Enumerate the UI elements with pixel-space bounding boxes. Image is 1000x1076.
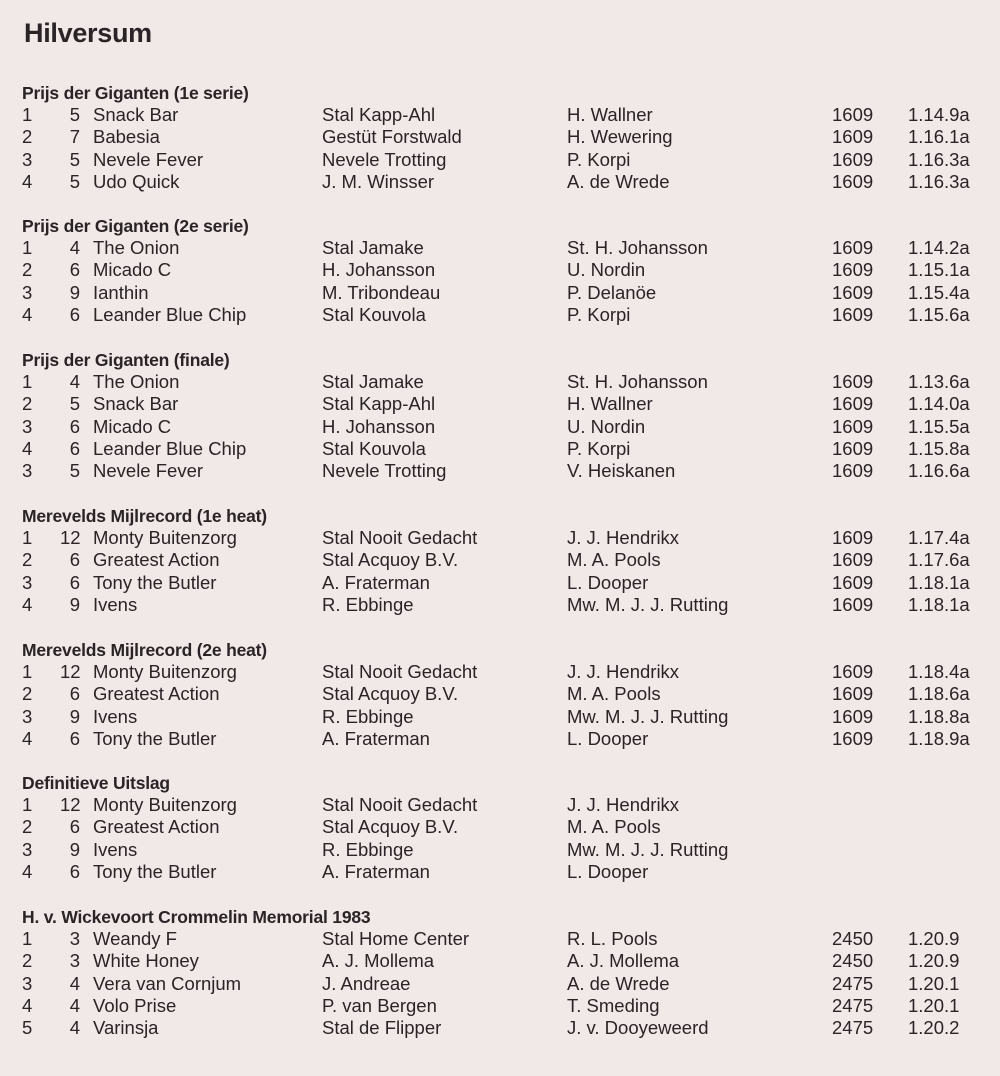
- cell-time: 1.18.4a: [908, 661, 970, 682]
- cell-time: 1.20.9: [908, 950, 960, 972]
- cell-pos: 3: [22, 148, 33, 170]
- cell-pos: 4: [22, 303, 33, 325]
- result-row: [0, 973, 1000, 995]
- cell-pos: 1: [22, 661, 33, 682]
- race-section: [0, 640, 1000, 754]
- cell-dist: 1609: [832, 549, 874, 571]
- cell-owner: P. van Bergen: [322, 994, 437, 1016]
- cell-pos: 4: [22, 593, 33, 615]
- result-row: [0, 460, 1000, 482]
- race-title: Prijs der Giganten (2e serie): [22, 216, 249, 236]
- cell-pos: 3: [22, 838, 33, 860]
- cell-num: 12: [60, 794, 81, 815]
- cell-owner: J. M. Winsser: [322, 170, 435, 192]
- race-title: H. v. Wickevoort Crommelin Memorial 1983: [22, 907, 371, 927]
- cell-pos: 2: [22, 816, 33, 838]
- cell-dist: 1609: [832, 460, 874, 482]
- cell-dist: 1609: [832, 593, 874, 615]
- cell-num: 6: [69, 415, 80, 437]
- cell-driver: A. de Wrede: [567, 170, 670, 192]
- cell-driver: J. J. Hendrikx: [567, 794, 680, 815]
- cell-pos: 2: [22, 126, 33, 148]
- cell-num: 5: [69, 170, 80, 192]
- cell-time: 1.16.3a: [908, 170, 970, 192]
- cell-num: 3: [69, 928, 80, 949]
- race-title: Definitieve Uitslag: [22, 773, 170, 793]
- cell-time: 1.15.8a: [908, 437, 970, 459]
- cell-owner: Stal Jamake: [322, 237, 424, 258]
- cell-owner: Stal Kouvola: [322, 303, 426, 325]
- result-row: [0, 371, 1000, 393]
- cell-owner: A. Fraterman: [322, 571, 430, 593]
- cell-pos: 3: [22, 460, 33, 482]
- result-row: [0, 728, 1000, 750]
- cell-dist: 1609: [832, 527, 874, 548]
- cell-num: 5: [69, 393, 80, 415]
- result-row: [0, 950, 1000, 972]
- cell-owner: Stal Acquoy B.V.: [322, 816, 459, 838]
- cell-pos: 2: [22, 393, 33, 415]
- cell-driver: H. Wewering: [567, 126, 673, 148]
- cell-driver: M. A. Pools: [567, 549, 661, 571]
- cell-num: 12: [60, 661, 81, 682]
- cell-owner: R. Ebbinge: [322, 705, 414, 727]
- cell-pos: 1: [22, 928, 33, 949]
- cell-dist: 1609: [832, 571, 874, 593]
- cell-num: 4: [69, 371, 80, 392]
- page-title: Hilversum: [24, 18, 152, 48]
- cell-horse: Weandy F: [93, 928, 177, 949]
- cell-owner: Nevele Trotting: [322, 460, 447, 482]
- cell-horse: Ianthin: [93, 281, 149, 303]
- cell-num: 6: [69, 259, 80, 281]
- cell-pos: 1: [22, 104, 33, 125]
- cell-dist: 1609: [832, 437, 874, 459]
- cell-pos: 2: [22, 259, 33, 281]
- cell-dist: 1609: [832, 415, 874, 437]
- cell-owner: Stal Acquoy B.V.: [322, 549, 459, 571]
- cell-num: 12: [60, 527, 81, 548]
- cell-driver: U. Nordin: [567, 259, 646, 281]
- cell-num: 6: [69, 727, 80, 749]
- cell-time: 1.20.9: [908, 928, 960, 949]
- cell-num: 9: [69, 705, 80, 727]
- cell-horse: Micado C: [93, 415, 172, 437]
- cell-dist: 1609: [832, 705, 874, 727]
- cell-num: 5: [69, 460, 80, 482]
- result-row: [0, 683, 1000, 705]
- cell-dist: 1609: [832, 281, 874, 303]
- cell-owner: H. Johansson: [322, 259, 436, 281]
- cell-driver: St. H. Johansson: [567, 371, 708, 392]
- cell-pos: 4: [22, 437, 33, 459]
- cell-horse: Snack Bar: [93, 393, 179, 415]
- result-row: [0, 549, 1000, 571]
- cell-driver: L. Dooper: [567, 860, 649, 882]
- cell-pos: 2: [22, 950, 33, 972]
- cell-driver: J. J. Hendrikx: [567, 661, 680, 682]
- result-row: [0, 706, 1000, 728]
- cell-dist: 1609: [832, 104, 874, 125]
- cell-time: 1.20.2: [908, 1017, 960, 1039]
- cell-driver: H. Wallner: [567, 104, 653, 125]
- cell-pos: 3: [22, 571, 33, 593]
- cell-owner: R. Ebbinge: [322, 838, 414, 860]
- cell-horse: Tony the Butler: [93, 860, 217, 882]
- cell-driver: T. Smeding: [567, 994, 660, 1016]
- cell-num: 6: [69, 683, 80, 705]
- cell-horse: Tony the Butler: [93, 571, 217, 593]
- result-row: [0, 861, 1000, 883]
- cell-horse: Greatest Action: [93, 816, 220, 838]
- cell-driver: R. L. Pools: [567, 928, 658, 949]
- cell-time: 1.16.3a: [908, 148, 970, 170]
- cell-dist: 1609: [832, 170, 874, 192]
- cell-num: 9: [69, 593, 80, 615]
- cell-dist: 1609: [832, 661, 874, 682]
- race-title: Prijs der Giganten (1e serie): [22, 83, 249, 103]
- cell-owner: Stal Nooit Gedacht: [322, 527, 478, 548]
- result-row: [0, 438, 1000, 460]
- cell-time: 1.13.6a: [908, 371, 970, 392]
- result-row: [0, 304, 1000, 326]
- cell-time: 1.18.9a: [908, 727, 970, 749]
- cell-num: 6: [69, 549, 80, 571]
- cell-owner: Stal Acquoy B.V.: [322, 683, 459, 705]
- cell-horse: Volo Prise: [93, 994, 177, 1016]
- result-row: [0, 237, 1000, 259]
- cell-driver: V. Heiskanen: [567, 460, 676, 482]
- cell-owner: Stal Jamake: [322, 371, 424, 392]
- cell-horse: The Onion: [93, 237, 180, 258]
- cell-owner: A. Fraterman: [322, 860, 430, 882]
- race-section: [0, 773, 1000, 887]
- cell-time: 1.15.4a: [908, 281, 970, 303]
- result-row: [0, 259, 1000, 281]
- cell-driver: J. v. Dooyeweerd: [567, 1017, 709, 1039]
- cell-owner: A. Fraterman: [322, 727, 430, 749]
- result-row: [0, 816, 1000, 838]
- cell-time: 1.18.8a: [908, 705, 970, 727]
- cell-dist: 1609: [832, 259, 874, 281]
- cell-pos: 3: [22, 972, 33, 994]
- cell-driver: Mw. M. J. J. Rutting: [567, 705, 729, 727]
- cell-pos: 1: [22, 237, 33, 258]
- cell-dist: 1609: [832, 237, 874, 258]
- result-row: [0, 995, 1000, 1017]
- result-row: [0, 527, 1000, 549]
- cell-pos: 1: [22, 794, 33, 815]
- cell-num: 5: [69, 104, 80, 125]
- result-row: [0, 416, 1000, 438]
- result-row: [0, 126, 1000, 148]
- cell-owner: Stal Kouvola: [322, 437, 426, 459]
- cell-dist: 2475: [832, 1017, 874, 1039]
- cell-horse: Monty Buitenzorg: [93, 527, 237, 548]
- cell-horse: The Onion: [93, 371, 180, 392]
- cell-owner: Stal Home Center: [322, 928, 470, 949]
- cell-horse: Varinsja: [93, 1017, 159, 1039]
- cell-time: 1.20.1: [908, 972, 960, 994]
- cell-owner: R. Ebbinge: [322, 593, 414, 615]
- result-row: [0, 171, 1000, 193]
- cell-time: 1.15.1a: [908, 259, 970, 281]
- cell-time: 1.14.9a: [908, 104, 970, 125]
- cell-time: 1.14.2a: [908, 237, 970, 258]
- cell-owner: Stal Kapp-Ahl: [322, 104, 436, 125]
- cell-time: 1.14.0a: [908, 393, 970, 415]
- cell-dist: 1609: [832, 683, 874, 705]
- race-section: [0, 216, 1000, 330]
- cell-horse: Leander Blue Chip: [93, 437, 247, 459]
- cell-horse: Nevele Fever: [93, 148, 204, 170]
- cell-owner: Stal Nooit Gedacht: [322, 661, 478, 682]
- race-section: [0, 83, 1000, 197]
- cell-driver: H. Wallner: [567, 393, 653, 415]
- cell-owner: M. Tribondeau: [322, 281, 441, 303]
- cell-time: 1.18.6a: [908, 683, 970, 705]
- cell-driver: J. J. Hendrikx: [567, 527, 680, 548]
- cell-owner: H. Johansson: [322, 415, 436, 437]
- cell-horse: Monty Buitenzorg: [93, 794, 237, 815]
- race-section: [0, 350, 1000, 487]
- cell-driver: U. Nordin: [567, 415, 646, 437]
- cell-dist: 1609: [832, 371, 874, 392]
- cell-num: 4: [69, 1017, 80, 1039]
- cell-time: 1.16.1a: [908, 126, 970, 148]
- cell-driver: P. Korpi: [567, 303, 631, 325]
- race-section: [0, 506, 1000, 620]
- cell-num: 6: [69, 816, 80, 838]
- cell-dist: 1609: [832, 126, 874, 148]
- cell-horse: Babesia: [93, 126, 160, 148]
- cell-pos: 4: [22, 170, 33, 192]
- cell-pos: 5: [22, 1017, 33, 1039]
- race-title: Prijs der Giganten (finale): [22, 350, 230, 370]
- cell-pos: 3: [22, 281, 33, 303]
- cell-driver: P. Korpi: [567, 437, 631, 459]
- cell-num: 4: [69, 972, 80, 994]
- cell-num: 6: [69, 860, 80, 882]
- cell-owner: J. Andreae: [322, 972, 411, 994]
- cell-num: 9: [69, 281, 80, 303]
- result-row: [0, 393, 1000, 415]
- cell-time: 1.15.5a: [908, 415, 970, 437]
- cell-pos: 1: [22, 371, 33, 392]
- cell-driver: L. Dooper: [567, 571, 649, 593]
- cell-horse: Ivens: [93, 705, 138, 727]
- cell-pos: 3: [22, 415, 33, 437]
- result-row: [0, 839, 1000, 861]
- cell-horse: Tony the Butler: [93, 727, 217, 749]
- cell-owner: A. J. Mollema: [322, 950, 435, 972]
- cell-pos: 4: [22, 860, 33, 882]
- result-row: [0, 149, 1000, 171]
- cell-horse: Nevele Fever: [93, 460, 204, 482]
- cell-driver: P. Delanöe: [567, 281, 657, 303]
- cell-time: 1.18.1a: [908, 593, 970, 615]
- cell-pos: 4: [22, 727, 33, 749]
- cell-horse: Greatest Action: [93, 683, 220, 705]
- cell-num: 6: [69, 303, 80, 325]
- cell-dist: 1609: [832, 393, 874, 415]
- cell-dist: 1609: [832, 148, 874, 170]
- cell-num: 5: [69, 148, 80, 170]
- cell-time: 1.18.1a: [908, 571, 970, 593]
- cell-dist: 2475: [832, 994, 874, 1016]
- result-row: [0, 104, 1000, 126]
- cell-dist: 2450: [832, 950, 874, 972]
- cell-horse: Udo Quick: [93, 170, 180, 192]
- cell-num: 4: [69, 994, 80, 1016]
- cell-time: 1.15.6a: [908, 303, 970, 325]
- cell-num: 9: [69, 838, 80, 860]
- result-row: [0, 661, 1000, 683]
- cell-owner: Stal Nooit Gedacht: [322, 794, 478, 815]
- result-row: [0, 794, 1000, 816]
- cell-num: 3: [69, 950, 80, 972]
- cell-num: 6: [69, 437, 80, 459]
- cell-pos: 1: [22, 527, 33, 548]
- result-row: [0, 282, 1000, 304]
- cell-pos: 2: [22, 549, 33, 571]
- cell-horse: Ivens: [93, 838, 138, 860]
- cell-driver: M. A. Pools: [567, 816, 661, 838]
- cell-horse: Greatest Action: [93, 549, 220, 571]
- cell-driver: Mw. M. J. J. Rutting: [567, 838, 729, 860]
- cell-horse: Monty Buitenzorg: [93, 661, 237, 682]
- cell-dist: 2450: [832, 928, 874, 949]
- result-row: [0, 594, 1000, 616]
- cell-driver: St. H. Johansson: [567, 237, 708, 258]
- cell-driver: P. Korpi: [567, 148, 631, 170]
- cell-pos: 2: [22, 683, 33, 705]
- result-row: [0, 572, 1000, 594]
- cell-driver: A. J. Mollema: [567, 950, 680, 972]
- race-title: Merevelds Mijlrecord (1e heat): [22, 506, 267, 526]
- cell-driver: A. de Wrede: [567, 972, 670, 994]
- cell-horse: Micado C: [93, 259, 172, 281]
- cell-horse: Ivens: [93, 593, 138, 615]
- cell-owner: Stal de Flipper: [322, 1017, 442, 1039]
- cell-owner: Nevele Trotting: [322, 148, 447, 170]
- cell-num: 4: [69, 237, 80, 258]
- cell-pos: 3: [22, 705, 33, 727]
- cell-owner: Stal Kapp-Ahl: [322, 393, 436, 415]
- cell-dist: 1609: [832, 727, 874, 749]
- cell-dist: 2475: [832, 972, 874, 994]
- cell-driver: M. A. Pools: [567, 683, 661, 705]
- cell-driver: Mw. M. J. J. Rutting: [567, 593, 729, 615]
- cell-horse: Leander Blue Chip: [93, 303, 247, 325]
- cell-horse: Vera van Cornjum: [93, 972, 242, 994]
- cell-num: 7: [69, 126, 80, 148]
- cell-time: 1.17.4a: [908, 527, 970, 548]
- race-section: [0, 907, 1000, 1044]
- cell-time: 1.16.6a: [908, 460, 970, 482]
- cell-num: 6: [69, 571, 80, 593]
- cell-horse: Snack Bar: [93, 104, 179, 125]
- cell-driver: L. Dooper: [567, 727, 649, 749]
- cell-pos: 4: [22, 994, 33, 1016]
- cell-time: 1.17.6a: [908, 549, 970, 571]
- race-title: Merevelds Mijlrecord (2e heat): [22, 640, 267, 660]
- result-row: [0, 928, 1000, 950]
- cell-time: 1.20.1: [908, 994, 960, 1016]
- cell-horse: White Honey: [93, 950, 199, 972]
- result-row: [0, 1017, 1000, 1039]
- cell-owner: Gestüt Forstwald: [322, 126, 462, 148]
- cell-dist: 1609: [832, 303, 874, 325]
